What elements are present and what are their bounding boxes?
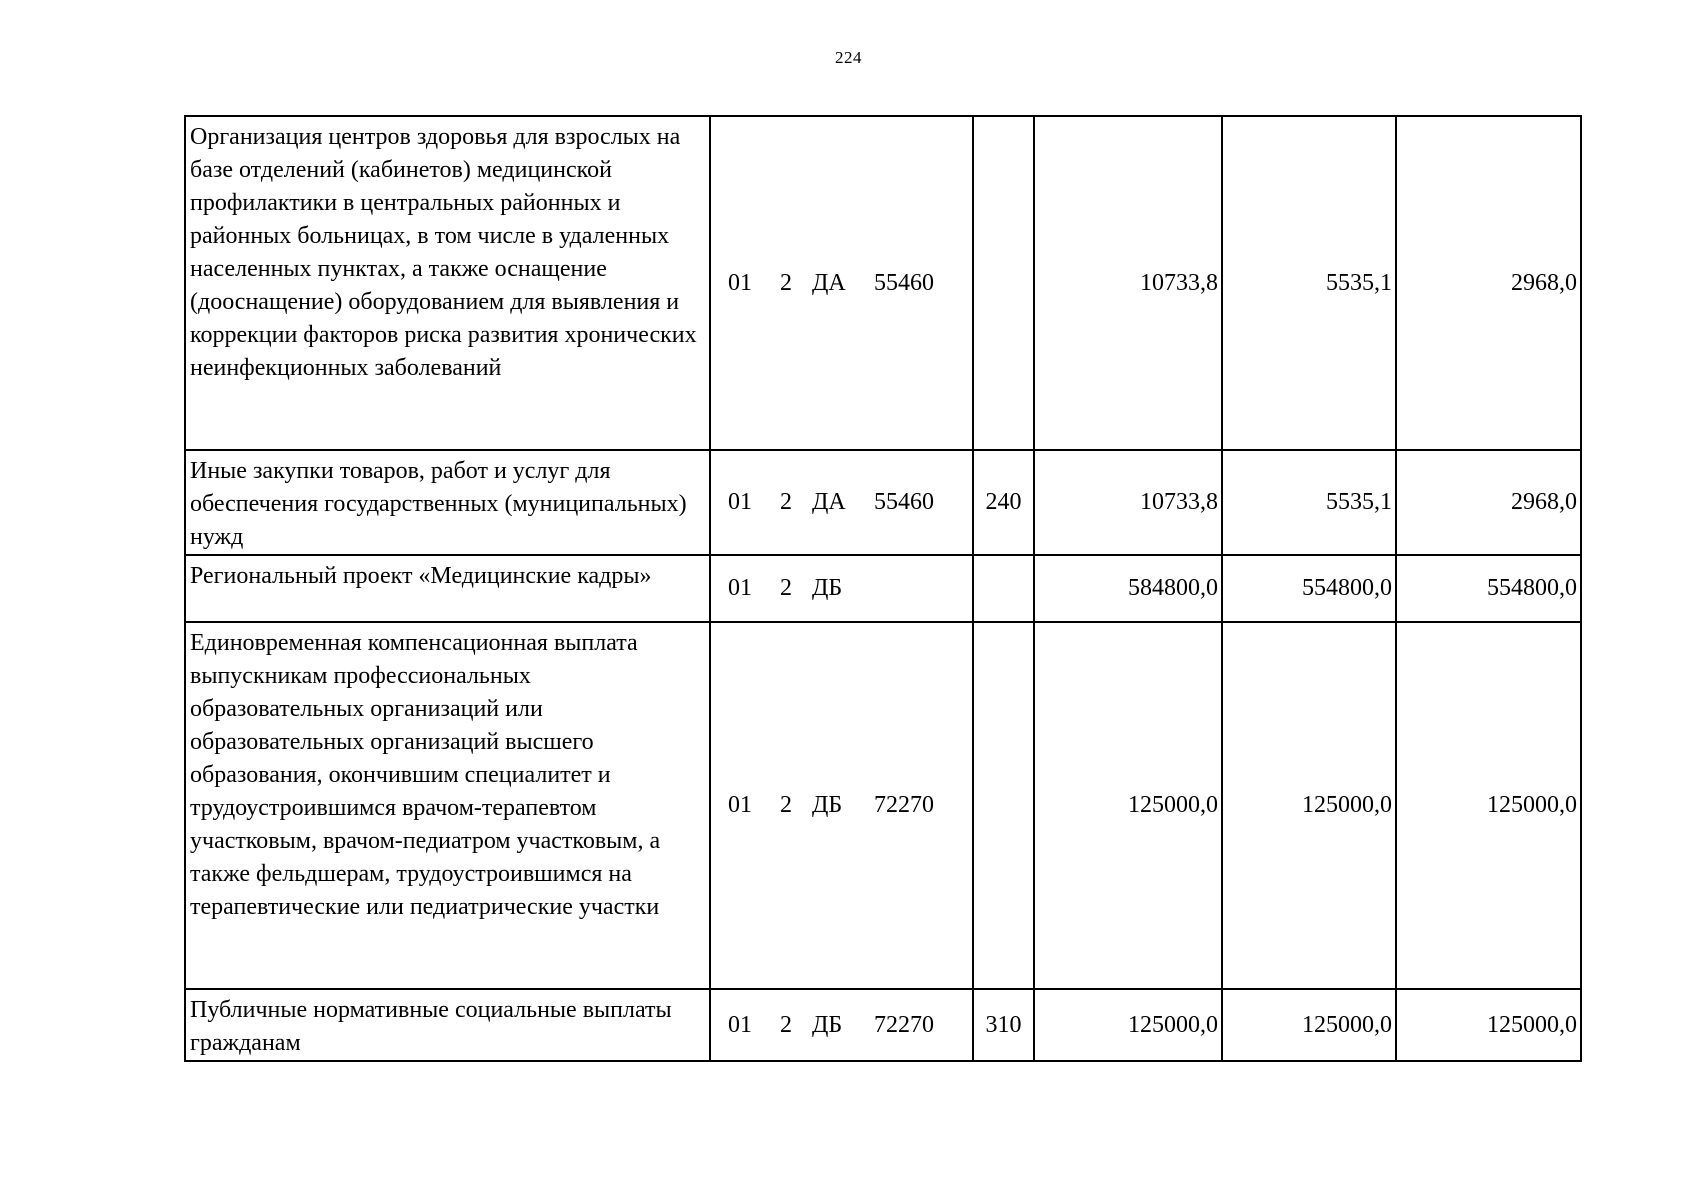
- code-subprogram: 2: [780, 489, 792, 515]
- expense-type: 310: [973, 989, 1034, 1061]
- amount-year1: 125000,0: [1034, 622, 1222, 989]
- code-project: ДБ: [812, 1011, 843, 1038]
- code-project: ДБ: [812, 575, 843, 601]
- target-article-code: [710, 116, 973, 450]
- amount-year2: 554800,0: [1222, 555, 1396, 622]
- table-row: [185, 555, 1581, 622]
- page-number: 224: [835, 48, 862, 67]
- code-direction: 72270: [874, 1011, 934, 1038]
- code-project: ДА: [812, 489, 846, 515]
- code-program: 01: [728, 575, 752, 601]
- code-direction: 55460: [874, 489, 934, 515]
- amount-year1: 584800,0: [1034, 555, 1222, 622]
- code-direction: 72270: [874, 792, 934, 818]
- amount-year3: 125000,0: [1396, 989, 1581, 1061]
- amount-year3: 2968,0: [1396, 116, 1581, 450]
- row-name: Публичные нормативные социальные выплаты гражданам: [185, 989, 710, 1061]
- table-row: [185, 989, 1581, 1061]
- budget-table: [184, 115, 1582, 1062]
- amount-year1: 125000,0: [1034, 989, 1222, 1061]
- target-article-code: [710, 622, 973, 989]
- code-subprogram: 2: [780, 792, 792, 818]
- table-row: [185, 622, 1581, 989]
- amount-year2: 125000,0: [1222, 622, 1396, 989]
- amount-year3: 2968,0: [1396, 450, 1581, 555]
- code-program: 01: [728, 792, 752, 818]
- expense-type: [973, 622, 1034, 989]
- expense-type: 240: [973, 450, 1034, 555]
- expense-type: [973, 116, 1034, 450]
- amount-year1: 10733,8: [1034, 450, 1222, 555]
- code-program: 01: [728, 1011, 752, 1038]
- amount-year2: 5535,1: [1222, 116, 1396, 450]
- row-name: Иные закупки товаров, работ и услуг для обеспечения государственных (муниципальных) нужд: [185, 450, 710, 555]
- amount-year3: 125000,0: [1396, 622, 1581, 989]
- amount-year2: 5535,1: [1222, 450, 1396, 555]
- table-row: [185, 116, 1581, 450]
- code-subprogram: 2: [780, 1011, 792, 1038]
- code-program: 01: [728, 269, 752, 296]
- amount-year1: 10733,8: [1034, 116, 1222, 450]
- code-project: ДА: [812, 269, 846, 296]
- target-article-code: [710, 555, 973, 622]
- target-article-code: [710, 989, 973, 1061]
- amount-year3: 554800,0: [1396, 555, 1581, 622]
- code-project: ДБ: [812, 792, 843, 818]
- table-row: [185, 450, 1581, 555]
- row-name: Региональный проект «Медицинские кадры»: [185, 555, 710, 622]
- expense-type: [973, 555, 1034, 622]
- target-article-code: [710, 450, 973, 555]
- amount-year2: 125000,0: [1222, 989, 1396, 1061]
- code-subprogram: 2: [780, 575, 792, 601]
- code-direction: 55460: [874, 269, 934, 296]
- code-program: 01: [728, 489, 752, 515]
- code-subprogram: 2: [780, 269, 792, 296]
- row-name: Единовременная компенсационная выплата выпускникам профессиональных образовательных организаций или образовательных организаций высшего образования, окончившим специалитет и трудоустроившимся врачом-терапевтом участковым, врачом-педиатром участковым, а также фельдшерам, трудоустроившимся на терапевтические или педиатрические участки: [185, 622, 710, 989]
- row-name: Организация центров здоровья для взрослых на базе отделений (кабинетов) медицинской профилактики в центральных районных и районных больницах, в том числе в удаленных населенных пунктах, а также оснащение (дооснащение) оборудованием для выявления и коррекции факторов риска развития хронических неинфекционных заболеваний: [185, 116, 710, 450]
